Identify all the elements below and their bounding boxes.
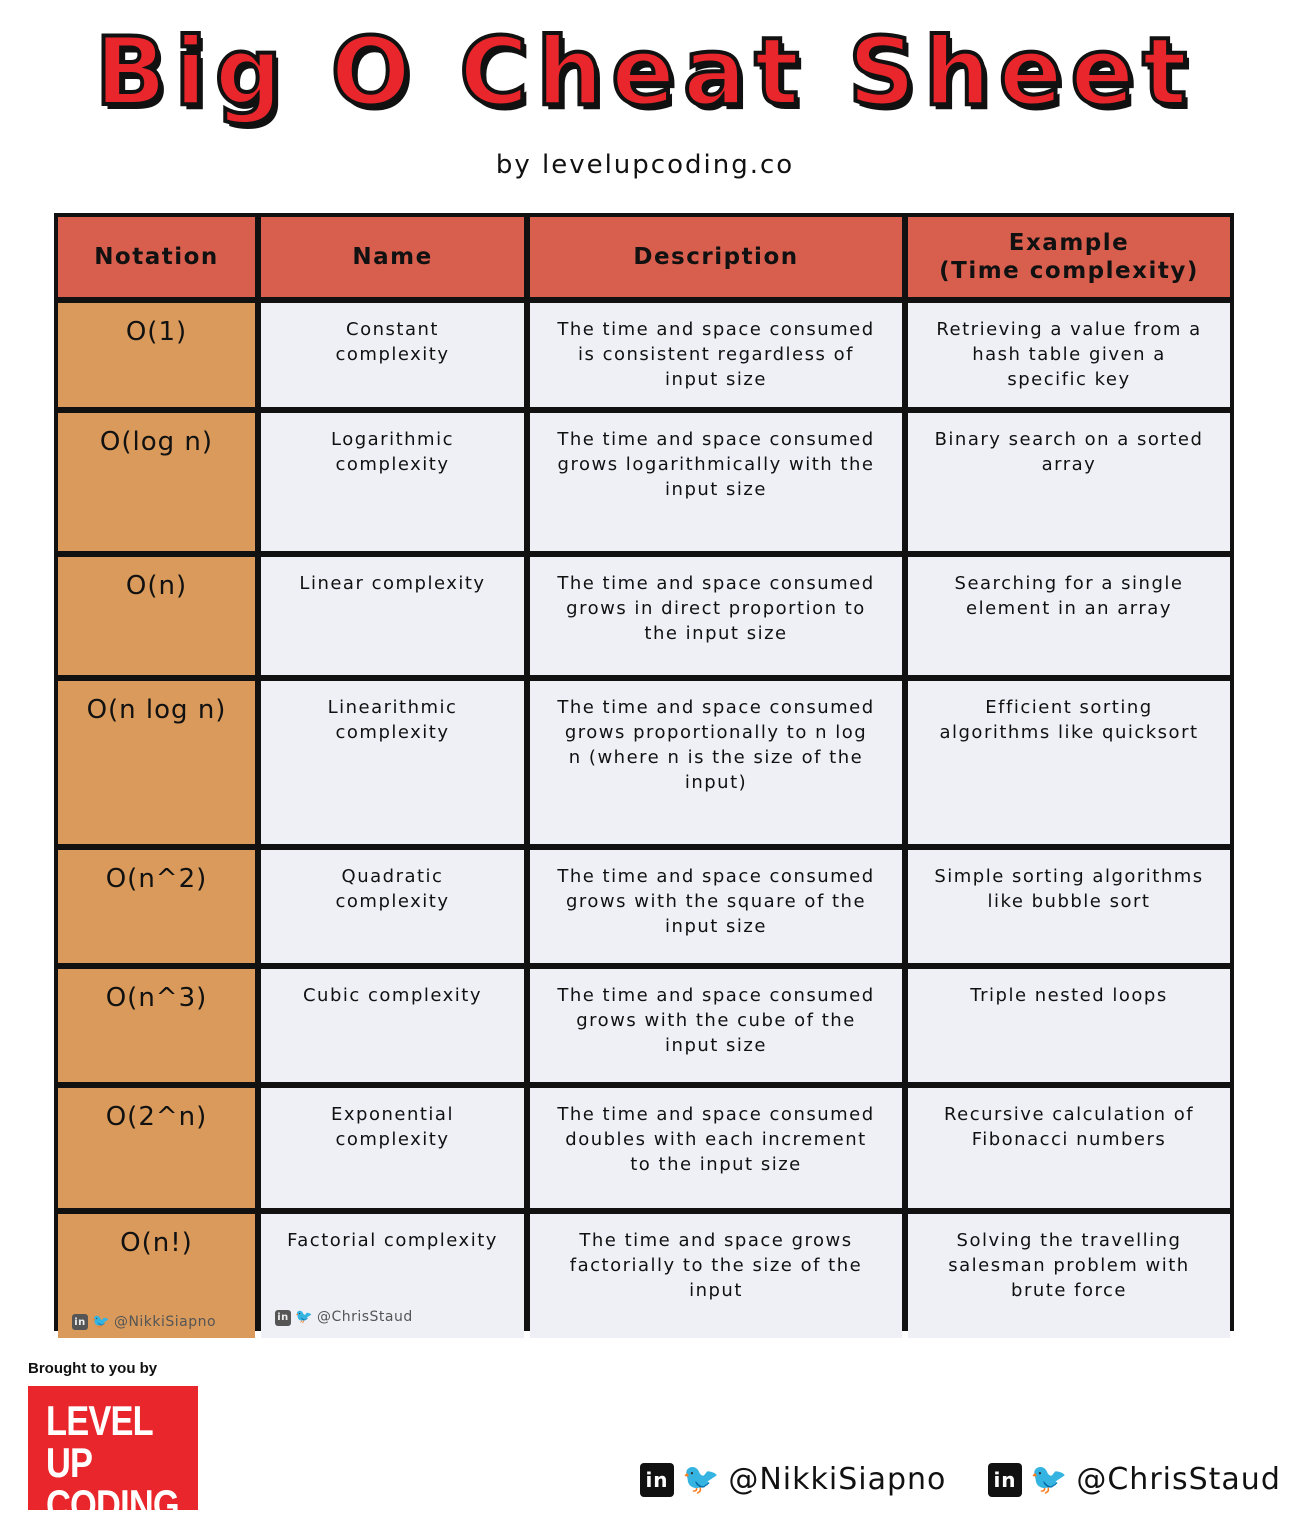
name-cell: Quadratic complexity bbox=[261, 850, 524, 963]
level-up-coding-logo bbox=[28, 1386, 198, 1528]
description-cell: The time and space consumed grows with the cube of the input size bbox=[530, 969, 902, 1082]
notation-cell: O(n log n) bbox=[58, 681, 255, 844]
example-cell: Simple sorting algorithms like bubble sort bbox=[908, 850, 1230, 963]
example-cell: Recursive calculation of Fibonacci numbers bbox=[908, 1088, 1230, 1208]
notation-cell: O(log n) bbox=[58, 413, 255, 551]
notation-cell: O(2^n) bbox=[58, 1088, 255, 1208]
header-example-line2: (Time complexity) bbox=[939, 258, 1199, 284]
brought-by-label: Brought to you by bbox=[28, 1360, 158, 1377]
notation-cell: O(n) bbox=[58, 557, 255, 675]
example-cell: Efficient sorting algorithms like quicksort bbox=[908, 681, 1230, 844]
example-cell: Binary search on a sorted array bbox=[908, 413, 1230, 551]
linkedin-icon: in bbox=[988, 1463, 1022, 1497]
linkedin-icon: in bbox=[640, 1463, 674, 1497]
notation-text: O(n!) bbox=[120, 1228, 193, 1258]
description-cell: The time and space consumed grows logarithmically with the input size bbox=[530, 413, 902, 551]
name-cell: Exponential complexity bbox=[261, 1088, 524, 1208]
watermark-handle: @ChrisStaud bbox=[316, 1309, 413, 1325]
name-cell: Cubic complexity bbox=[261, 969, 524, 1082]
page-title: Big O Cheat Sheet bbox=[94, 18, 1196, 127]
notation-cell-last bbox=[58, 1214, 255, 1338]
notation-cell: O(n^2) bbox=[58, 850, 255, 963]
header-example bbox=[908, 217, 1230, 297]
notation-cell: O(1) bbox=[58, 303, 255, 407]
logo-line2: CODING bbox=[46, 1481, 179, 1528]
header-notation: Notation bbox=[58, 217, 255, 297]
example-cell: Searching for a single element in an array bbox=[908, 557, 1230, 675]
description-cell: The time and space consumed doubles with each increment to the input size bbox=[530, 1088, 902, 1208]
name-cell: Linear complexity bbox=[261, 557, 524, 675]
table-grid bbox=[58, 217, 1230, 1330]
linkedin-icon: in bbox=[72, 1314, 88, 1330]
example-cell: Retrieving a value from a hash table given a specific key bbox=[908, 303, 1230, 407]
name-cell-last bbox=[261, 1214, 524, 1338]
twitter-icon: 🐦 bbox=[682, 1462, 721, 1497]
description-cell: The time and space consumed is consistent regardless of input size bbox=[530, 303, 902, 407]
twitter-icon: 🐦 bbox=[295, 1309, 313, 1325]
example-cell: Triple nested loops bbox=[908, 969, 1230, 1082]
watermark-handle: @NikkiSiapno bbox=[113, 1314, 217, 1330]
social-handle: @NikkiSiapno bbox=[728, 1462, 947, 1497]
header-description: Description bbox=[530, 217, 902, 297]
name-cell: Linearithmic complexity bbox=[261, 681, 524, 844]
linkedin-icon: in bbox=[275, 1310, 291, 1326]
name-text: Factorial complexity bbox=[287, 1230, 498, 1251]
logo-line1: LEVEL UP bbox=[46, 1397, 153, 1486]
name-cell: Logarithmic complexity bbox=[261, 413, 524, 551]
social-handle: @ChrisStaud bbox=[1076, 1462, 1281, 1497]
notation-cell: O(n^3) bbox=[58, 969, 255, 1082]
twitter-icon: 🐦 bbox=[92, 1314, 110, 1330]
header-example-line1: Example bbox=[1008, 230, 1130, 256]
social-nikki[interactable] bbox=[640, 1462, 946, 1497]
twitter-icon: 🐦 bbox=[1030, 1462, 1069, 1497]
watermark-nikki bbox=[72, 1314, 216, 1330]
header-name: Name bbox=[261, 217, 524, 297]
social-chris[interactable] bbox=[988, 1462, 1281, 1497]
description-cell: The time and space consumed grows in direct proportion to the input size bbox=[530, 557, 902, 675]
description-cell: The time and space consumed grows with the square of the input size bbox=[530, 850, 902, 963]
description-cell: The time and space grows factorially to the size of the input bbox=[530, 1214, 902, 1338]
description-cell: The time and space consumed grows proportionally to n log n (where n is the size of the input) bbox=[530, 681, 902, 844]
example-cell: Solving the travelling salesman problem with brute force bbox=[908, 1214, 1230, 1338]
watermark-chris bbox=[275, 1305, 413, 1330]
name-cell: Constant complexity bbox=[261, 303, 524, 407]
cheat-sheet-table bbox=[54, 213, 1234, 1331]
page-subtitle: by levelupcoding.co bbox=[495, 150, 795, 180]
